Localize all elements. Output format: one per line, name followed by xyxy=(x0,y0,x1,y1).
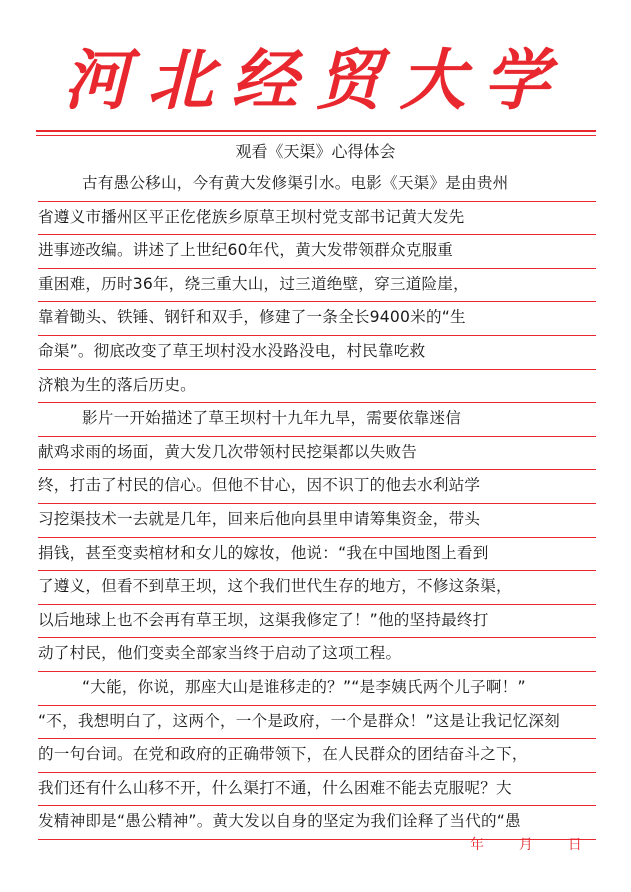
essay-line: “大能，你说，那座大山是谁移走的？”“是李姨氏两个儿子啊！” xyxy=(38,672,596,706)
month-label: 月 xyxy=(518,837,533,853)
essay-line: 命渠”。彻底改变了草王坝村没水没路没电，村民靠吃救 xyxy=(38,336,596,370)
essay-line: 靠着锄头、铁锤、钢钎和双手，修建了一条全长9400米的“生 xyxy=(38,302,596,336)
year-label: 年 xyxy=(470,837,484,853)
date-row xyxy=(470,834,582,854)
essay-line: 了遵义，但看不到草王坝，这个我们世代生存的地方，不修这条渠， xyxy=(38,571,596,605)
essay-line: 济粮为生的落后历史。 xyxy=(38,370,596,404)
essay-line: 影片一开始描述了草王坝村十九年九旱，需要依靠迷信 xyxy=(38,403,596,437)
essay-line: 的一句台词。在党和政府的正确带领下，在人民群众的团结奋斗之下， xyxy=(38,739,596,773)
essay-line: 以后地球上也不会再有草王坝，这渠我修定了！”他的坚持最终打 xyxy=(38,605,596,639)
essay-line: 省遵义市播州区平正仡佬族乡原草王坝村党支部书记黄大发先 xyxy=(38,202,596,236)
essay-line: 我们还有什么山移不开，什么渠打不通，什么困难不能去克服呢？大 xyxy=(38,773,596,807)
essay-line: 发精神即是“愚公精神”。黄大发以自身的坚定为我们诠释了当代的“愚 xyxy=(38,806,596,840)
essay-line: 终，打击了村民的信心。但他不甘心，因不识丁的他去水利站学 xyxy=(38,470,596,504)
essay-line: 捐钱，甚至变卖棺材和女儿的嫁妆，他说：“我在中国地图上看到 xyxy=(38,538,596,572)
essay-body xyxy=(38,0,596,892)
day-label: 日 xyxy=(567,837,582,853)
essay-line: 进事迹改编。讲述了上世纪60年代，黄大发带领群众克服重 xyxy=(38,235,596,269)
essay-title: 观看《天渠》心得体会 xyxy=(235,142,396,161)
essay-line: 习挖渠技术一去就是几年，回来后他向县里申请筹集资金，带头 xyxy=(38,504,596,538)
essay-line: 动了村民，他们变卖全部家当终于启动了这项工程。 xyxy=(38,638,596,672)
school-name: 河北经贸大学 xyxy=(63,41,568,119)
essay-line: 献鸡求雨的场面，黄大发几次带领村民挖渠都以失败告 xyxy=(38,437,596,471)
essay-line: 重困难，历时36年，绕三重大山，过三道绝壁，穿三道险崖， xyxy=(38,269,596,303)
essay-line: 古有愚公移山，今有黄大发修渠引水。电影《天渠》是由贵州 xyxy=(38,168,596,202)
essay-line: “不，我想明白了，这两个，一个是政府，一个是群众！”这是让我记忆深刻 xyxy=(38,706,596,740)
